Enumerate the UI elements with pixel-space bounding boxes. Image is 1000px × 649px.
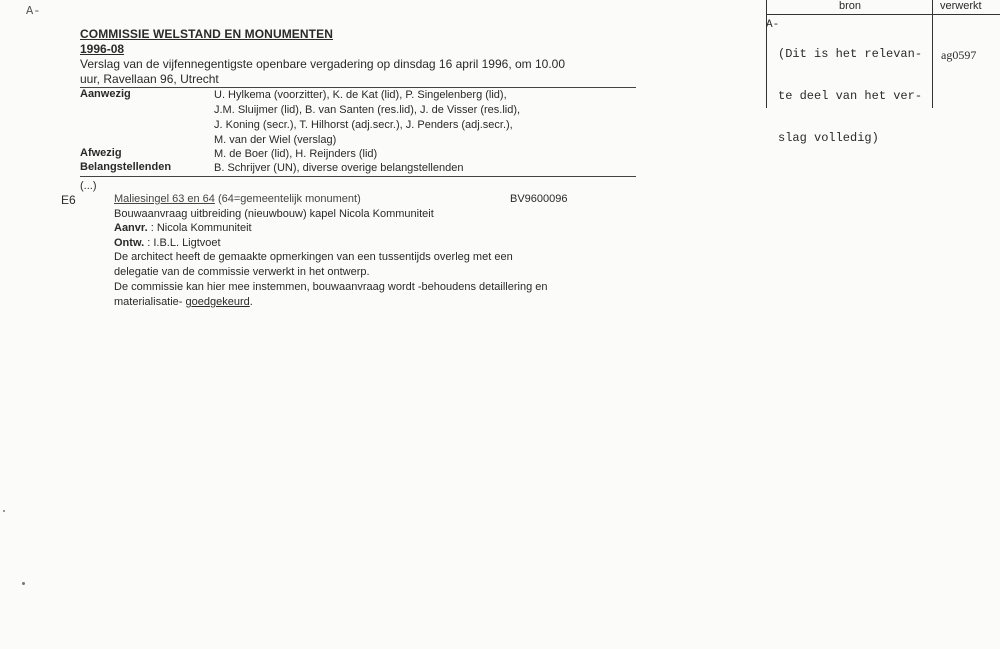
stakeholders-value: B. Schrijver (UN), diverse overige belangstellenden (214, 162, 464, 174)
bron-header: bron (839, 0, 862, 12)
item-text-line (114, 295, 634, 310)
verwerkt-value: ag0597 (941, 48, 977, 62)
item-reference: BV9600096 (510, 193, 568, 205)
box-left-border (766, 0, 767, 108)
item-code: E6 (61, 193, 76, 207)
last-line-prefix: materialisatie- (114, 296, 186, 308)
applicant-label: Aanvr. (114, 222, 148, 234)
bron-note-line: slag volledig) (778, 131, 879, 145)
document-title: COMMISSIE WELSTAND EN MONUMENTEN (80, 27, 333, 41)
box-header-rule (766, 14, 1000, 15)
present-line: J. Koning (secr.), T. Hilhorst (adj.secr.), J. Penders (adj.secr.), (214, 119, 513, 131)
bron-note (778, 19, 938, 159)
designer-label: Ontw. (114, 237, 145, 249)
omission-marker: (...) (80, 180, 97, 192)
verwerkt-header: verwerkt (940, 0, 982, 12)
document-intro (80, 57, 640, 87)
last-line-suffix: . (249, 296, 253, 308)
applicant-value: : Nicola Kommuniteit (150, 222, 252, 234)
stakeholders-label: Belangstellenden (80, 161, 172, 173)
item-text-line: delegatie van de commissie verwerkt in het ontwerp. (114, 266, 370, 278)
item-subject: Bouwaanvraag uitbreiding (nieuwbouw) kapel Nicola Kommuniteit (114, 208, 434, 220)
bron-note-line: te deel van het ver- (778, 89, 923, 103)
item-text-line: De architect heeft de gemaakte opmerkingen van een tussentijds overleg met een (114, 251, 513, 263)
bron-note-line: (Dit is het relevan- (778, 47, 923, 61)
present-list (214, 88, 634, 148)
designer-row (114, 236, 634, 251)
item-address (114, 193, 361, 205)
bron-marker: A- (766, 19, 780, 31)
present-line: U. Hylkema (voorzitter), K. de Kat (lid), P. Singelenberg (lid), (214, 89, 507, 101)
item-text-line: De commissie kan hier mee instemmen, bouwaanvraag wordt -behoudens detaillering en (114, 281, 548, 293)
intro-line: uur, Ravellaan 96, Utrecht (80, 72, 219, 86)
divider-bottom (80, 176, 636, 177)
decision-word: goedgekeurd (185, 296, 250, 308)
absent-value: M. de Boer (lid), H. Reijnders (lid) (214, 148, 378, 160)
present-line: J.M. Sluijmer (lid), B. van Santen (res.lid), J. de Visser (res.lid), (214, 104, 521, 116)
address-main: Maliesingel 63 en 64 (114, 193, 215, 205)
page-marker: A- (26, 4, 41, 18)
item-text (114, 250, 634, 310)
scan-speck (3, 510, 5, 512)
present-line: M. van der Wiel (verslag) (214, 134, 337, 146)
address-note: (64=gemeentelijk monument) (217, 193, 361, 205)
designer-value: : I.B.L. Ligtvoet (147, 237, 221, 249)
document-number: 1996-08 (80, 42, 125, 56)
intro-line: Verslag van de vijfennegentigste openbare vergadering op dinsdag 16 april 1996, om 10.00 (80, 57, 566, 71)
scan-speck (22, 582, 25, 585)
present-label: Aanwezig (80, 88, 131, 100)
applicant-row (114, 221, 634, 236)
absent-label: Afwezig (80, 147, 122, 159)
